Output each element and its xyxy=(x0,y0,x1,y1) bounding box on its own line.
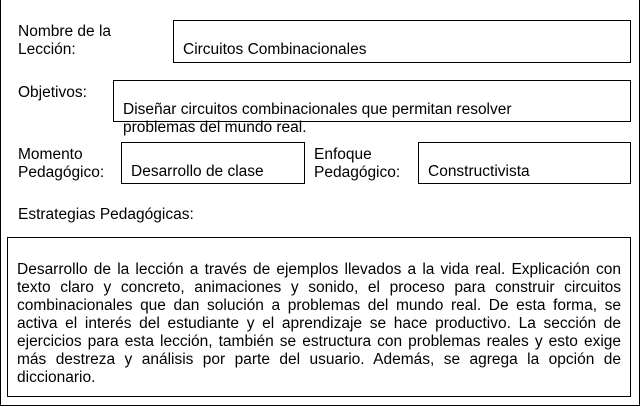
pedagogical-approach-value: Constructivista xyxy=(428,163,530,180)
lesson-name-label: Nombre de la Lección: xyxy=(18,23,112,58)
pedagogical-moment-value: Desarrollo de clase xyxy=(131,163,264,180)
objectives-value: Diseñar circuitos combinacionales que permitan resolver problemas del mundo real. xyxy=(123,101,512,136)
pedagogical-approach-label: Enfoque Pedagógico: xyxy=(314,146,401,181)
strategies-text: Desarrollo de la lección a través de ejemplos llevados a la vida real. Explicación con texto claro y concreto, animaciones y sonido, el proceso para construir circuitos combinacionales que dan solución a problemas del mundo real. De esta forma, se activa el interés del estudiante y el aprendizaje se hace productivo. La sección de ejercicios para esta lección, también se estructura con problemas reales y esto exige más destreza y análisis por parte del usuario. Además, se agrega la opción de diccionario. xyxy=(17,261,621,386)
lesson-name-field xyxy=(173,20,631,63)
strategies-label: Estrategias Pedagógicas: xyxy=(18,206,194,223)
pedagogical-approach-field xyxy=(418,142,631,184)
objectives-field xyxy=(113,80,631,136)
lesson-name-value: Circuitos Combinacionales xyxy=(183,41,367,58)
pedagogical-moment-field xyxy=(121,142,305,184)
objectives-label: Objetivos: xyxy=(18,84,87,101)
strategies-text-box xyxy=(7,237,631,397)
pedagogical-moment-label: Momento Pedagógico: xyxy=(18,146,105,181)
